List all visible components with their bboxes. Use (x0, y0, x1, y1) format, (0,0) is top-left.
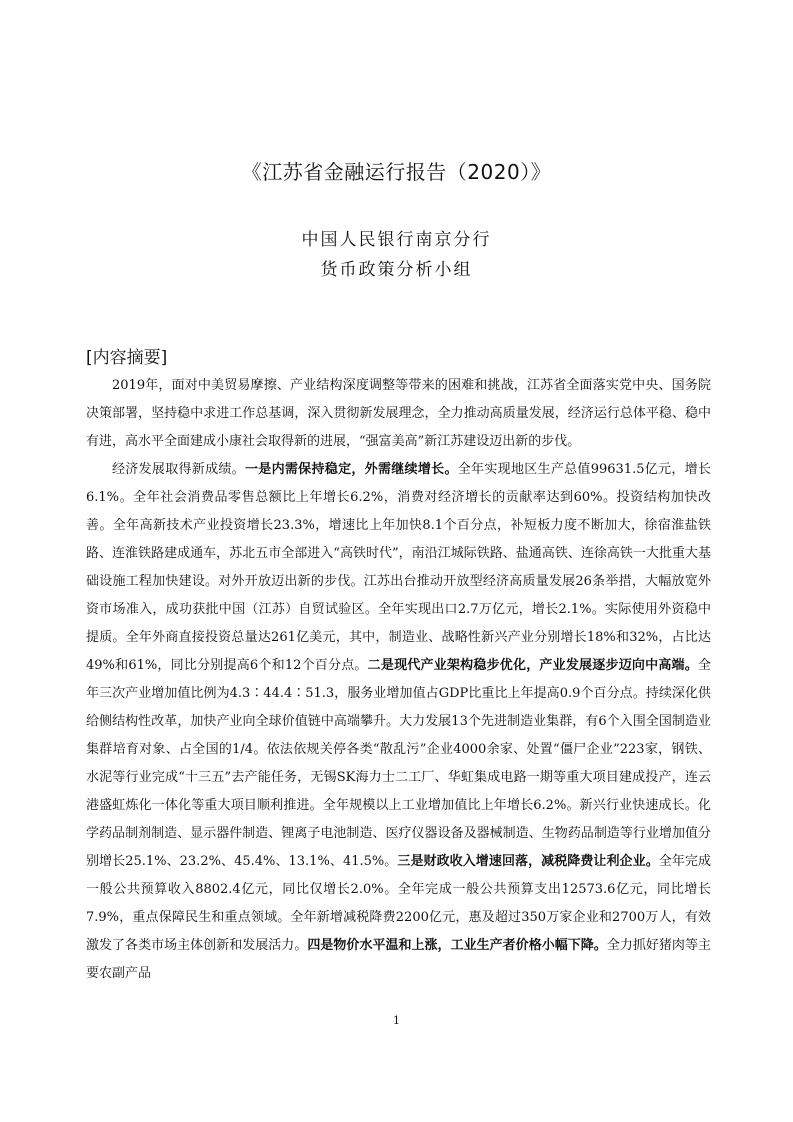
bold-highlight-4: 四是物价水平温和上涨，工业生产者价格小幅下降。 (307, 938, 607, 953)
paragraph-text: 全力抓好猪肉等主要农副产品 (86, 938, 711, 981)
bold-highlight-2: 二是现代产业架构稳步优化，产业发展逐步迈向中高端。 (367, 658, 698, 673)
paragraph-1 (86, 372, 711, 456)
paragraph-text: 经济发展取得新成绩。 (112, 462, 245, 477)
bold-highlight-3: 三是财政收入增速回落，减税降费让利企业。 (397, 854, 659, 869)
organization-name: 中国人民银行南京分行 (301, 230, 492, 250)
paragraph-text: 2019年，面对中美贸易摩擦、产业结构深度调整等带来的困难和挑战，江苏省全面落实党中央、国务院决策部署，坚持稳中求进工作总基调，深入贯彻新发展理念，全力推动高质量发展，经济运行总体平稳、稳中有进，高水平全面建成小康社会取得新的进展，“强富美高”新江苏建设迈出新的步伐。 (86, 378, 711, 449)
paragraph-text: 全年实现地区生产总值99631.5亿元，增长6.1%。全年社会消费品零售总额比上年增长6.2%，消费对经济增长的贡献率达到60%。投资结构加快改善。全年高新技术产业投资增长23.3%，增速比上年加快8.1个百分点，补短板力度不断加大，徐宿淮盐铁路、连淮铁路建成通车，苏北五市全部进入“高铁时代”，南沿江城际铁路、盐通高铁、连徐高铁一大批重大基础设施工程加快建设。对外开放迈出新的步伐。江苏出台推动开放型经济高质量发展26条举措，大幅放宽外资市场准入，成功获批中国（江苏）自贸试验区。全年实现出口2.7万亿元，增长2.1%。实际使用外资稳中提质。全年外商直接投资总量达261亿美元，其中，制造业、战略性新兴产业分别增长18%和32%，占比达49%和61%，同比分别提高6个和12个百分点。 (86, 462, 711, 673)
section-heading: [内容摘要] (86, 348, 168, 368)
report-title: 《江苏省金融运行报告（2020）》 (241, 160, 552, 184)
paragraph-text: 全年三次产业增加值比例为4.3∶44.4∶51.3，服务业增加值占GDP比重比上年提高0.9个百分点。持续深化供给侧结构性改革，加快产业向全球价值链中高端攀升。大力发展13个先进制造业集群，有6个入围全国制造业集群培育对象、占全国的1/4。依法依规关停各类“散乱污”企业4000余家、处置“僵尸企业”223家，钢铁、水泥等行业完成“十三五”去产能任务，无锡SK海力士二工厂、华虹集成电路一期等重大项目建成投产，连云港盛虹炼化一体化等重大项目顺利推进。全年规模以上工业增加值比上年增长6.2%。新兴行业快速成长。化学药品制剂制造、显示器件制造、锂离子电池制造、医疗仪器设备及器械制造、生物药品制造等行业增加值分别增长25.1%、23.2%、45.4%、13.1%、41.5%。 (86, 658, 711, 869)
page-number: 1 (393, 1014, 400, 1027)
paragraph-text: 全年完成一般公共预算收入8802.4亿元，同比仅增长2.0%。全年完成一般公共预算支出12573.6亿元，同比增长7.9%，重点保障民生和重点领域。全年新增减税降费2200亿元，惠及超过350万家企业和2700万人，有效激发了各类市场主体创新和发展活力。 (86, 854, 711, 953)
abstract-body (86, 372, 711, 988)
bold-highlight-1: 一是内需保持稳定，外需继续增长。 (244, 462, 458, 477)
paragraph-2 (86, 456, 711, 988)
group-name: 货币政策分析小组 (320, 260, 473, 280)
